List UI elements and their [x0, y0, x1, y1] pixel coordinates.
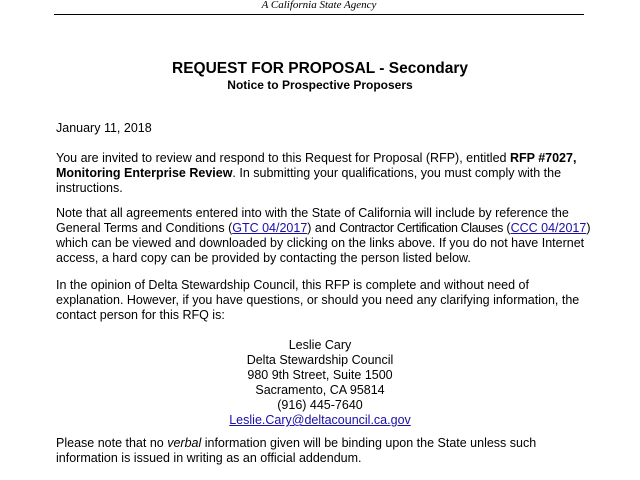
terms-text-4: ) which can be viewed and downloaded by clicking on the links above. If you do not have Internet access, a hard copy can be provided by contacting the person listed below. [56, 221, 591, 265]
terms-text-1: Note that all agreements entered into with the State of California will include by reference the General Terms and Conditions ( [56, 206, 569, 235]
document-title: REQUEST FOR PROPOSAL - Secondary [172, 60, 468, 77]
agency-header [54, 0, 584, 15]
rfp-title: Monitoring Enterprise Review [56, 166, 233, 180]
document-subtitle: Notice to Prospective Proposers [227, 78, 413, 92]
document-date: January 11, 2018 [56, 121, 152, 135]
contact-org: Delta Stewardship Council [246, 353, 394, 367]
contact-email-link[interactable]: Leslie.Cary@deltacouncil.ca.gov [229, 413, 411, 427]
ccc-label: Contractor Certification Clauses [339, 221, 503, 235]
terms-paragraph [56, 206, 596, 266]
gtc-link[interactable]: GTC 04/2017 [232, 221, 308, 235]
intro-text-2: . In submitting your qualifications, you must comply with the instructions. [56, 166, 562, 195]
intro-text-1: You are invited to review and respond to this Request for Proposal (RFP), entitled [56, 151, 510, 165]
closing-paragraph [56, 436, 596, 466]
intro-paragraph [56, 151, 596, 196]
contact-city: Sacramento, CA 95814 [255, 383, 385, 397]
terms-text-2: ) and [307, 221, 340, 235]
ccc-link[interactable]: CCC 04/2017 [510, 221, 587, 235]
agency-label: A California State Agency [261, 0, 377, 11]
contact-block [0, 338, 640, 428]
contact-name: Leslie Cary [288, 338, 352, 352]
terms-text-3: ( [502, 221, 511, 235]
rfp-number: RFP #7027, [509, 151, 577, 165]
verbal-emphasis: verbal [167, 436, 202, 450]
contact-street: 980 9th Street, Suite 1500 [247, 368, 393, 382]
closing-text-1: Please note that no [56, 436, 168, 450]
opinion-paragraph: In the opinion of Delta Stewardship Council, this RFP is complete and without need of explanation. However, if you have questions, or should you need any clarifying information, the contact person for this RFQ is: [56, 278, 580, 322]
closing-text-2: information given will be binding upon the State unless such information is issued in writing as an official addendum. [56, 436, 537, 465]
contact-phone: (916) 445-7640 [277, 398, 363, 412]
